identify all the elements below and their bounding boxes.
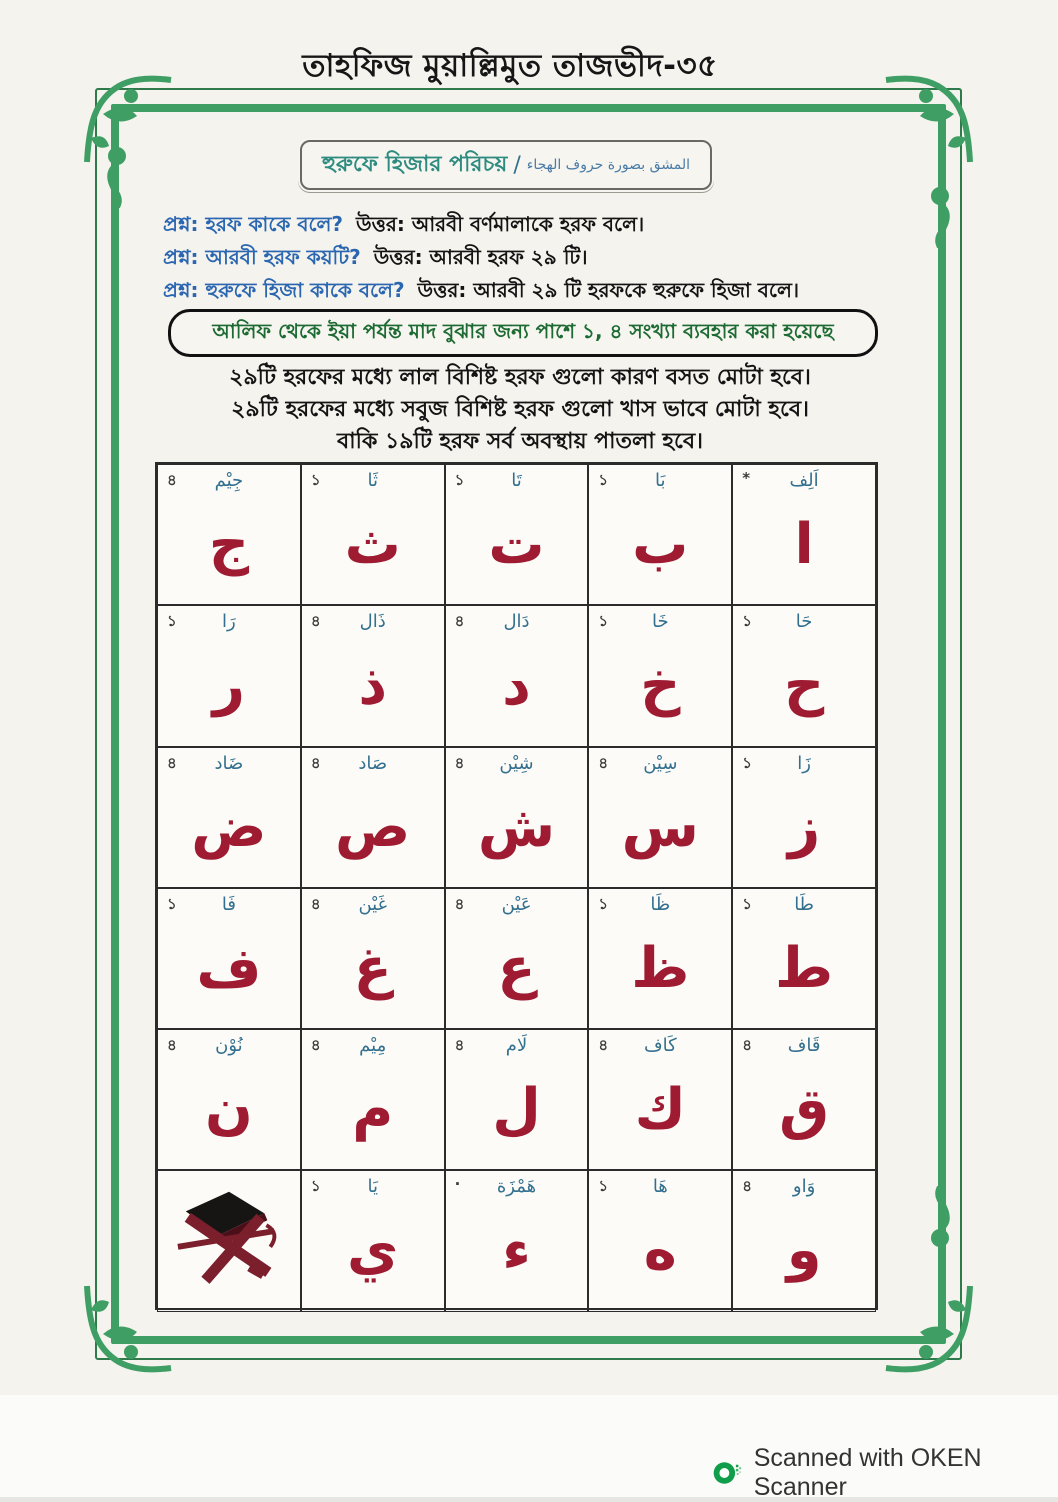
arabic-letter: ك xyxy=(634,1077,686,1143)
letter-name-arabic: زَا xyxy=(797,752,811,774)
letter-name-arabic: كَاف xyxy=(643,1035,677,1057)
letter-name-arabic: خَا xyxy=(651,611,669,633)
letter-name-arabic: سِيْن xyxy=(643,752,678,774)
section-header-box xyxy=(300,140,712,190)
letter-name-arabic: ضَاد xyxy=(214,752,244,774)
letter-cell xyxy=(732,605,876,746)
letter-name-arabic: رَا xyxy=(222,611,236,633)
arabic-letter: د xyxy=(502,653,531,719)
madd-number: ১ xyxy=(310,471,321,489)
letter-name-arabic: تَا xyxy=(511,470,522,491)
letter-cell xyxy=(157,605,301,746)
letter-cell xyxy=(588,605,732,746)
madd-number: ৪ xyxy=(454,612,465,631)
madd-number: ১ xyxy=(742,612,752,631)
arabic-letter: ش xyxy=(477,794,556,860)
answer-text: উত্তর: আরবী বর্ণমালাকে হরফ বলে। xyxy=(356,212,645,236)
letter-name-arabic: ذَال xyxy=(359,611,386,633)
madd-note-box xyxy=(168,309,878,357)
title-separator: / xyxy=(513,152,521,178)
letter-name-arabic: يَا xyxy=(367,1176,378,1198)
edge-scroll-icon xyxy=(928,1186,954,1250)
arabic-letter: ث xyxy=(344,512,401,577)
madd-number: * xyxy=(742,469,751,487)
arabic-letter: ض xyxy=(191,794,267,860)
letter-cell xyxy=(445,1029,589,1170)
letter-name-arabic: غَيْن xyxy=(358,893,387,915)
arabic-letter: ء xyxy=(502,1218,531,1284)
letter-name-arabic: هَمْزَة xyxy=(496,1176,537,1198)
arabic-letter: ز xyxy=(787,794,821,860)
qa-line xyxy=(163,274,878,307)
question-text: প্রশ্ন: আরবী হরফ কয়টি? xyxy=(163,245,361,269)
letter-cell xyxy=(445,464,589,605)
madd-number: ৪ xyxy=(310,612,321,631)
letter-name-arabic: دَال xyxy=(503,611,530,633)
letter-cell xyxy=(588,747,732,888)
letter-cell xyxy=(445,605,589,746)
madd-number: ১ xyxy=(598,612,609,631)
letter-name-arabic: عَيْن xyxy=(501,893,532,915)
instruction-line: বাকি ১৯টি হরফ সর্ব অবস্থায় পাতলা হবে। xyxy=(337,429,703,454)
arabic-letter: ظ xyxy=(631,935,690,1001)
arabic-letter: ف xyxy=(196,935,262,1001)
corner-flourish-icon xyxy=(884,1282,976,1374)
quran-rehal-cell xyxy=(157,1170,301,1311)
arabic-letter: م xyxy=(352,1077,394,1143)
section-title-bengali: হুরুফে হিজার পরিচয় xyxy=(321,151,508,177)
arabic-letter: ذ xyxy=(358,653,388,719)
madd-number: ১ xyxy=(167,612,177,631)
letter-cell xyxy=(157,888,301,1029)
madd-number: ৪ xyxy=(454,753,465,772)
madd-number: ৪ xyxy=(598,753,609,772)
letter-cell xyxy=(445,747,589,888)
letter-cell xyxy=(732,747,876,888)
madd-number: ৪ xyxy=(598,1036,609,1055)
letter-name-arabic: طَا xyxy=(794,893,814,915)
madd-number: ১ xyxy=(454,471,465,489)
instruction-line: ২৯টি হরফের মধ্যে লাল বিশিষ্ট হরফ গুলো কারণ বসত মোটা হবে। xyxy=(229,365,811,390)
instruction-block xyxy=(120,362,920,458)
letter-name-arabic: هَا xyxy=(652,1176,668,1198)
letter-name-arabic: بَا xyxy=(655,470,666,491)
arabic-letter: ي xyxy=(347,1218,399,1284)
madd-number: ৪ xyxy=(310,1036,321,1055)
madd-number: ৪ xyxy=(742,1177,752,1196)
letter-name-arabic: قَاف xyxy=(787,1035,821,1057)
letter-cell xyxy=(732,1029,876,1170)
madd-note-text: আলিফ থেকে ইয়া পর্যন্ত মাদ বুঝার জন্য পাশে ১, ৪ সংখ্যা ব্যবহার করা হয়েছে xyxy=(212,318,834,343)
madd-number: ১ xyxy=(310,1177,321,1196)
edge-scroll-icon xyxy=(928,184,954,248)
letter-cell xyxy=(301,747,445,888)
letter-name-arabic: ثَا xyxy=(367,470,378,491)
arabic-letter: ل xyxy=(492,1077,541,1143)
arabic-letter: و xyxy=(786,1218,822,1284)
arabic-letter: ح xyxy=(783,653,825,719)
letter-name-arabic: اَلِف xyxy=(789,470,819,491)
letter-cell xyxy=(301,464,445,605)
arabic-letter: ه xyxy=(643,1218,677,1284)
question-text: প্রশ্ন: হুরুফে হিজা কাকে বলে? xyxy=(163,278,405,302)
instruction-line: ২৯টি হরফের মধ্যে সবুজ বিশিষ্ট হরফ গুলো খাস ভাবে মোটা হবে। xyxy=(231,397,809,422)
arabic-letter: خ xyxy=(640,653,681,719)
letter-cell xyxy=(732,888,876,1029)
arabic-letter: ق xyxy=(779,1077,830,1143)
madd-number: ১ xyxy=(742,894,752,913)
letter-name-arabic: نُوْن xyxy=(215,1035,243,1057)
madd-number: ৪ xyxy=(454,894,465,913)
alphabet-grid xyxy=(155,462,878,1310)
oken-logo-icon xyxy=(712,1457,742,1489)
letter-cell xyxy=(301,1170,445,1311)
letter-name-arabic: حَا xyxy=(795,611,813,633)
letter-name-arabic: فَا xyxy=(221,893,236,915)
madd-number: ১ xyxy=(167,894,177,913)
letter-cell xyxy=(588,1029,732,1170)
madd-number: · xyxy=(454,1175,461,1194)
madd-number: ৪ xyxy=(167,471,177,489)
letter-cell xyxy=(588,464,732,605)
madd-number: ৪ xyxy=(454,1036,465,1055)
letter-cell xyxy=(445,1170,589,1311)
arabic-letter: ج xyxy=(208,512,250,577)
arabic-letter: ن xyxy=(205,1077,253,1143)
scanner-text: Scanned with OKEN Scanner xyxy=(753,1444,982,1501)
answer-text: উত্তর: আরবী ২৯ টি হরফকে হুরুফে হিজা বলে। xyxy=(417,278,800,302)
madd-number: ১ xyxy=(598,471,609,489)
madd-number: ১ xyxy=(598,1177,609,1196)
arabic-letter: ت xyxy=(488,512,545,577)
letter-cell xyxy=(301,1029,445,1170)
madd-number: ৪ xyxy=(167,753,177,772)
letter-cell xyxy=(445,888,589,1029)
madd-number: ১ xyxy=(742,753,752,772)
letter-cell xyxy=(732,464,876,605)
arabic-letter: غ xyxy=(353,935,392,1001)
letter-name-arabic: صَاد xyxy=(358,752,388,774)
arabic-letter: ب xyxy=(632,512,689,577)
question-text: প্রশ্ন: হরফ কাকে বলে? xyxy=(163,212,344,236)
madd-number: ৪ xyxy=(310,753,321,772)
arabic-letter: ع xyxy=(497,935,536,1001)
letter-cell xyxy=(732,1170,876,1311)
arabic-letter: ا xyxy=(794,512,814,577)
letter-name-arabic: جِيْم xyxy=(214,470,244,491)
letter-cell xyxy=(157,464,301,605)
arabic-letter: ر xyxy=(212,653,246,719)
letter-cell xyxy=(301,605,445,746)
quran-rehal-image xyxy=(158,1171,300,1310)
letter-cell xyxy=(588,888,732,1029)
letter-name-arabic: مِيْم xyxy=(359,1035,387,1057)
letter-name-arabic: لَام xyxy=(505,1035,528,1057)
letter-cell xyxy=(157,747,301,888)
letter-cell xyxy=(301,888,445,1029)
qa-line xyxy=(163,241,878,274)
arabic-letter: ص xyxy=(335,794,411,860)
letter-name-arabic: ظَا xyxy=(650,893,671,915)
madd-number: ৪ xyxy=(310,894,321,913)
arabic-letter: ط xyxy=(775,935,834,1001)
qa-line xyxy=(163,208,878,241)
corner-flourish-icon xyxy=(884,74,976,166)
page-title: তাহফিজ মুয়াল্লিমুত তাজভীদ-৩৫ xyxy=(302,48,718,84)
edge-scroll-icon xyxy=(103,144,129,208)
letter-cell xyxy=(157,1029,301,1170)
letter-name-arabic: شِيْن xyxy=(499,752,534,774)
answer-text: উত্তর: আরবী হরফ ২৯ টি। xyxy=(373,245,588,269)
section-title-arabic: المشق بصورة حروف الهجاء xyxy=(526,157,691,173)
madd-number: ৪ xyxy=(167,1036,177,1055)
scanner-watermark xyxy=(712,1444,1058,1502)
madd-number: ১ xyxy=(598,894,609,913)
letter-name-arabic: وَاو xyxy=(792,1176,816,1198)
question-answer-block xyxy=(163,208,878,307)
arabic-letter: س xyxy=(621,794,699,860)
letter-cell xyxy=(588,1170,732,1311)
madd-number: ৪ xyxy=(742,1036,752,1055)
